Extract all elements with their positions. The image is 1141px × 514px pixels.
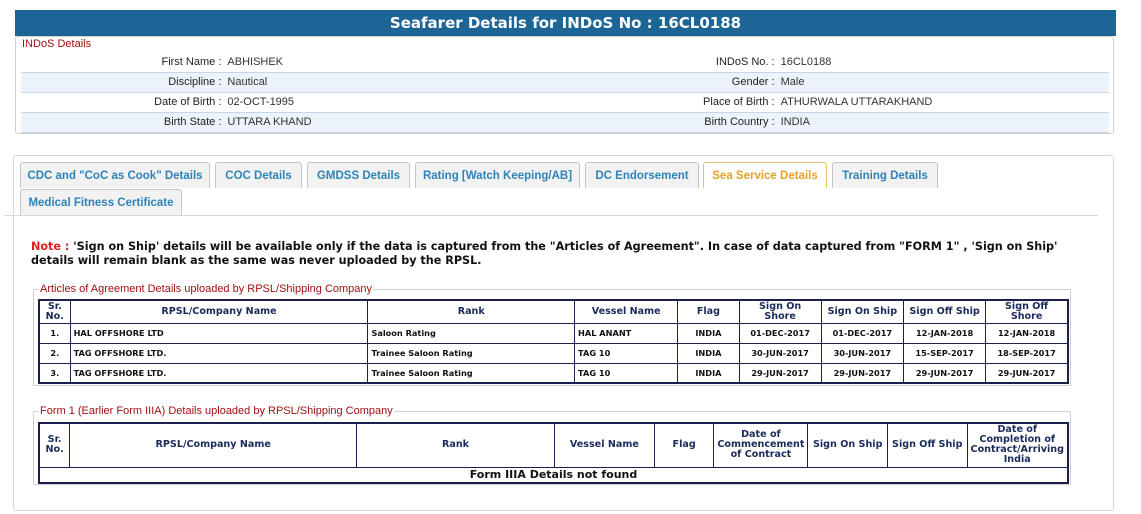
birth-state-value: UTTARA KHAND	[224, 112, 555, 132]
col-vessel-name: Vessel Name	[575, 300, 678, 323]
articles-header-row	[39, 300, 1068, 323]
tab-training-details[interactable]: Training Details	[832, 162, 938, 188]
col-sr-no: Sr. No.	[39, 423, 70, 467]
col-sign-on-ship: Sign On Ship	[808, 423, 888, 467]
sr-no-cell: 1.	[39, 323, 70, 343]
rank-cell: Trainee Saloon Rating	[368, 363, 575, 383]
form1-not-found-message: Form IIIA Details not found	[39, 467, 1068, 483]
col-sign-on-ship: Sign On Ship	[821, 300, 903, 323]
detail-row	[21, 92, 1109, 112]
first-name-value: ABHISHEK	[224, 52, 555, 72]
articles-table	[38, 299, 1069, 384]
rank-cell: Trainee Saloon Rating	[368, 343, 575, 363]
detail-row	[21, 52, 1109, 72]
discipline-value: Nautical	[224, 72, 555, 92]
tab-dc-endorsement[interactable]: DC Endorsement	[585, 162, 699, 188]
indos-no-label: INDoS No. :	[556, 52, 778, 72]
indos-details-table	[21, 52, 1109, 133]
flag-cell: INDIA	[678, 323, 739, 343]
sign-off-ship-cell: 12-JAN-2018	[903, 323, 985, 343]
tab-medical-fitness[interactable]: Medical Fitness Certificate	[20, 189, 182, 215]
col-rank: Rank	[368, 300, 575, 323]
detail-row	[21, 72, 1109, 92]
sign-off-ship-cell: 15-SEP-2017	[903, 343, 985, 363]
vessel-name-cell: TAG 10	[575, 343, 678, 363]
col-date-of-commencement: Date of Commencement of Contract	[714, 423, 808, 467]
sign-off-shore-cell: 12-JAN-2018	[986, 323, 1068, 343]
gender-label: Gender :	[556, 72, 778, 92]
sign-on-ship-note	[31, 240, 1101, 268]
col-flag: Flag	[678, 300, 739, 323]
form1-empty-row	[39, 467, 1068, 483]
vessel-name-cell: TAG 10	[575, 363, 678, 383]
table-row	[39, 363, 1068, 383]
sign-on-shore-cell: 30-JUN-2017	[739, 343, 821, 363]
form1-section	[33, 405, 1071, 485]
company-name-cell: TAG OFFSHORE LTD.	[70, 363, 368, 383]
form1-table	[38, 422, 1069, 484]
col-date-of-completion: Date of Completion of Contract/Arriving India	[967, 423, 1068, 467]
flag-cell: INDIA	[678, 363, 739, 383]
note-label: Note :	[31, 240, 70, 253]
sign-on-shore-cell: 29-JUN-2017	[739, 363, 821, 383]
col-flag: Flag	[654, 423, 714, 467]
rank-cell: Saloon Rating	[368, 323, 575, 343]
col-sign-off-ship: Sign Off Ship	[887, 423, 967, 467]
page-title: Seafarer Details for INDoS No : 16CL0188	[15, 10, 1116, 36]
tab-sea-service-details[interactable]: Sea Service Details	[703, 162, 827, 188]
company-name-cell: TAG OFFSHORE LTD.	[70, 343, 368, 363]
place-of-birth-label: Place of Birth :	[556, 92, 778, 112]
detail-row	[21, 112, 1109, 132]
sign-off-shore-cell: 29-JUN-2017	[986, 363, 1068, 383]
birth-country-label: Birth Country :	[556, 112, 778, 132]
first-name-label: First Name :	[21, 52, 224, 72]
col-sign-off-ship: Sign Off Ship	[903, 300, 985, 323]
birth-country-value: INDIA	[778, 112, 1109, 132]
tab-rating-watch-keeping[interactable]: Rating [Watch Keeping/AB]	[415, 162, 580, 188]
table-row	[39, 323, 1068, 343]
birth-state-label: Birth State :	[21, 112, 224, 132]
col-company-name: RPSL/Company Name	[70, 423, 357, 467]
tab-coc-details[interactable]: COC Details	[215, 162, 302, 188]
articles-legend: Articles of Agreement Details uploaded by RPSL/Shipping Company	[40, 283, 373, 295]
note-text: 'Sign on Ship' details will be available only if the data is captured from the "Articles of Agreement". In case of data captured from "FORM 1" , 'Sign on Ship' details will remain blank as the same was never uploaded by the RPSL.	[31, 240, 1058, 267]
sign-on-ship-cell: 30-JUN-2017	[821, 343, 903, 363]
flag-cell: INDIA	[678, 343, 739, 363]
place-of-birth-value: ATHURWALA UTTARAKHAND	[778, 92, 1109, 112]
tab-cdc-details[interactable]: CDC and "CoC as Cook" Details	[20, 162, 210, 188]
col-sr-no: Sr. No.	[39, 300, 70, 323]
sign-on-ship-cell: 29-JUN-2017	[821, 363, 903, 383]
table-row	[39, 343, 1068, 363]
sr-no-cell: 2.	[39, 343, 70, 363]
col-rank: Rank	[357, 423, 555, 467]
form1-legend: Form 1 (Earlier Form IIIA) Details uploaded by RPSL/Shipping Company	[40, 405, 393, 417]
indos-no-value: 16CL0188	[778, 52, 1109, 72]
articles-of-agreement-section	[33, 283, 1071, 386]
tab-gmdss-details[interactable]: GMDSS Details	[307, 162, 410, 188]
col-sign-off-shore: Sign Off Shore	[986, 300, 1068, 323]
tab-bar-divider	[4, 215, 1098, 216]
col-sign-on-shore: Sign On Shore	[739, 300, 821, 323]
dob-label: Date of Birth :	[21, 92, 224, 112]
form1-header-row	[39, 423, 1068, 467]
sr-no-cell: 3.	[39, 363, 70, 383]
gender-value: Male	[778, 72, 1109, 92]
indos-details-legend: INDoS Details	[22, 38, 92, 50]
discipline-label: Discipline :	[21, 72, 224, 92]
dob-value: 02-OCT-1995	[224, 92, 555, 112]
indos-details-panel	[15, 36, 1114, 134]
col-company-name: RPSL/Company Name	[70, 300, 368, 323]
sign-on-ship-cell: 01-DEC-2017	[821, 323, 903, 343]
col-vessel-name: Vessel Name	[554, 423, 654, 467]
sign-off-ship-cell: 29-JUN-2017	[903, 363, 985, 383]
sign-off-shore-cell: 18-SEP-2017	[986, 343, 1068, 363]
vessel-name-cell: HAL ANANT	[575, 323, 678, 343]
sign-on-shore-cell: 01-DEC-2017	[739, 323, 821, 343]
company-name-cell: HAL OFFSHORE LTD	[70, 323, 368, 343]
